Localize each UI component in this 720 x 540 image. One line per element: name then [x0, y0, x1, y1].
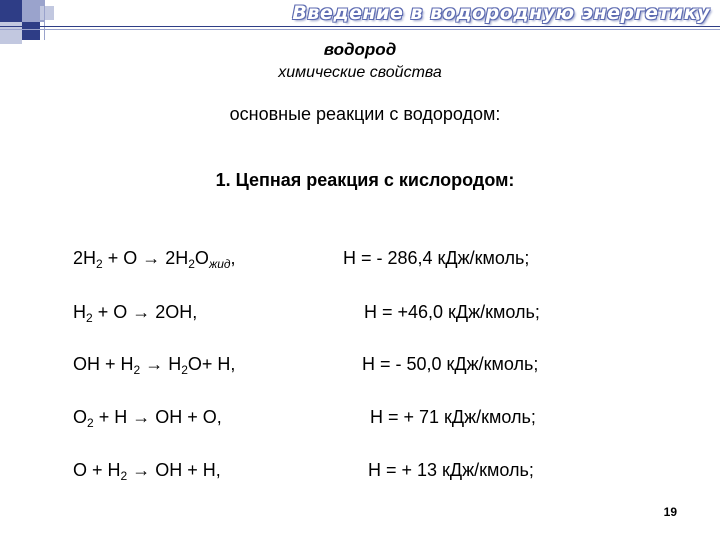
reaction-enthalpy: H = + 13 кДж/кмоль; — [368, 460, 534, 480]
section-heading: 1. Цепная реакция с кислородом: — [215, 170, 515, 190]
corner-square — [40, 6, 54, 20]
reaction-enthalpy: H = +46,0 кДж/кмоль; — [364, 302, 540, 322]
reaction-enthalpy: H = - 286,4 кДж/кмоль; — [343, 248, 530, 268]
divider — [44, 0, 45, 40]
reaction-equation: $H_2 + O \to 2OH$, — [73, 302, 198, 325]
reaction-equation: $O_2 + H$ → OH + O, — [73, 407, 222, 430]
reaction-equation: $O + H_2$ → OH + H, — [73, 460, 221, 483]
header-rule — [0, 26, 720, 27]
reaction-enthalpy: H = + 71 кДж/кмоль; — [370, 407, 536, 427]
slide-title: водород — [323, 40, 397, 59]
slide-subtitle: химические свойства — [278, 64, 442, 81]
reaction-equation: $2H_2 + O \to 2H_2O_{жид}$, — [73, 248, 236, 271]
reaction-equation: OH + $H_2 \to H_2O+ H$, — [73, 354, 236, 377]
page-number: 19 — [663, 505, 677, 519]
header-rule — [0, 29, 720, 30]
corner-square — [22, 22, 40, 40]
corner-square — [0, 0, 22, 22]
slide-heading: основные реакции с водородом: — [229, 104, 501, 124]
reaction-enthalpy: H = - 50,0 кДж/кмоль; — [362, 354, 539, 374]
header-title: Введение в водородную энергетику — [292, 2, 710, 24]
